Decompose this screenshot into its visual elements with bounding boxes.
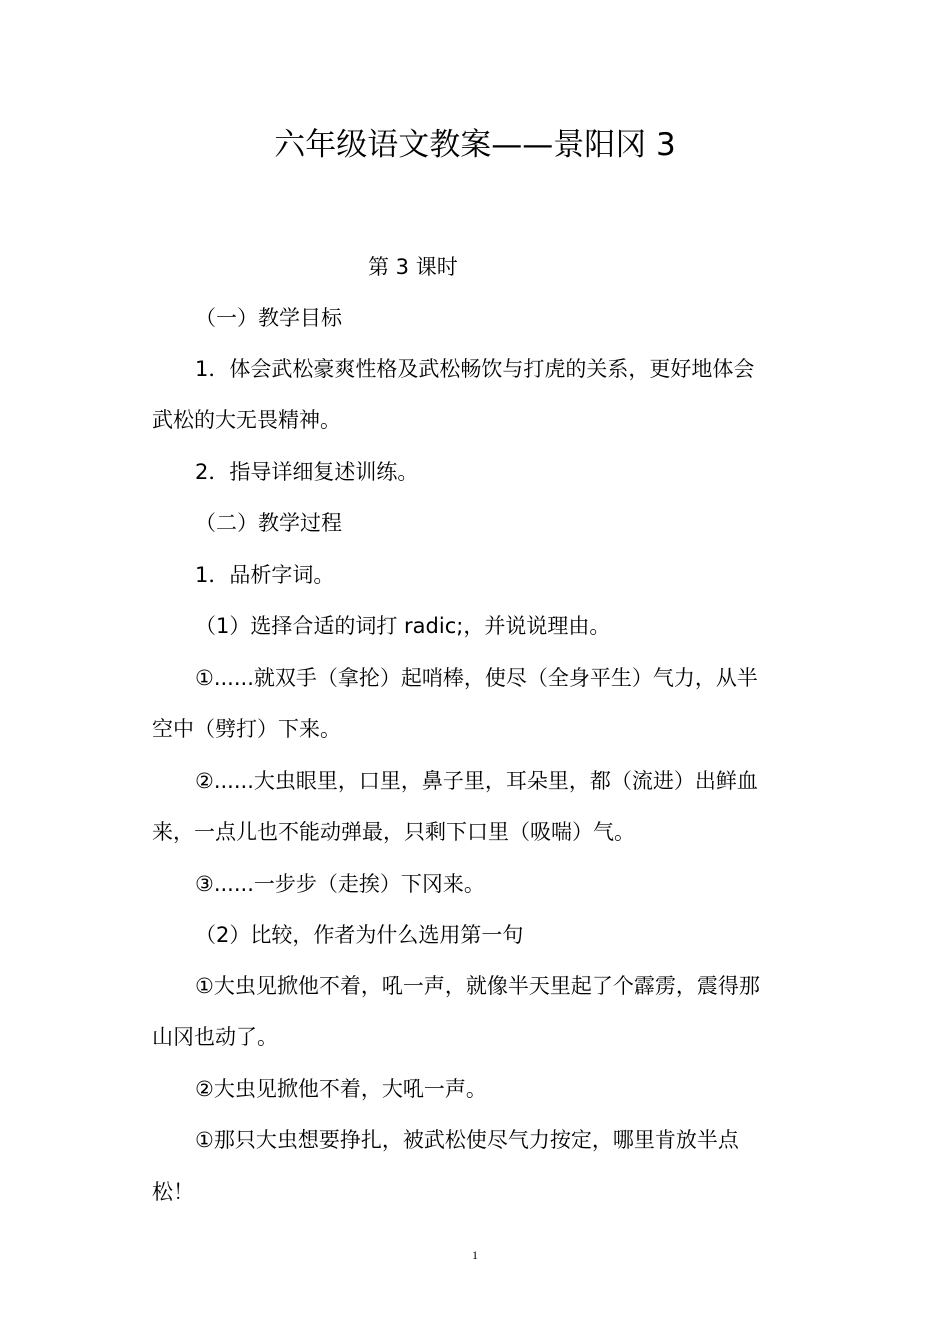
paragraph-line: 2．指导详细复述训练。 <box>195 460 419 484</box>
paragraph-line: ①那只大虫想要挣扎，被武松使尽气力按定，哪里肯放半点 <box>195 1128 739 1152</box>
paragraph-line: 1．体会武松豪爽性格及武松畅饮与打虎的关系，更好地体会 <box>195 357 755 381</box>
page-number: 1 <box>472 1248 478 1262</box>
paragraph-line: 松！ <box>152 1180 194 1204</box>
paragraph-line: 武松的大无畏精神。 <box>152 408 341 432</box>
section-heading-objectives: （一）教学目标 <box>195 306 342 330</box>
paragraph-line: ②大虫见掀他不着，大吼一声。 <box>195 1077 487 1101</box>
paragraph-line: （2）比较，作者为什么选用第一句 <box>195 923 524 947</box>
paragraph-line: ①......就双手（拿抡）起哨棒，使尽（全身平生）气力，从半 <box>195 666 758 690</box>
paragraph-line: ③......一步步（走挨）下冈来。 <box>195 872 485 896</box>
paragraph-line: （1）选择合适的词打 radic;，并说说理由。 <box>195 614 611 638</box>
lesson-heading: 第 3 课时 <box>368 255 458 279</box>
paragraph-line: ①大虫见掀他不着，吼一声，就像半天里起了个霹雳，震得那 <box>195 974 760 998</box>
paragraph-line: 空中（劈打）下来。 <box>152 717 341 741</box>
paragraph-line: ②......大虫眼里，口里，鼻子里，耳朵里，都（流进）出鲜血 <box>195 769 758 793</box>
document-title: 六年级语文教案——景阳冈 3 <box>274 127 676 163</box>
paragraph-line: 来，一点儿也不能动弹最，只剩下口里（吸喘）气。 <box>152 820 635 844</box>
paragraph-line: 山冈也动了。 <box>152 1025 278 1049</box>
section-heading-process: （二）教学过程 <box>195 511 342 535</box>
paragraph-line: 1．品析字词。 <box>195 563 335 587</box>
